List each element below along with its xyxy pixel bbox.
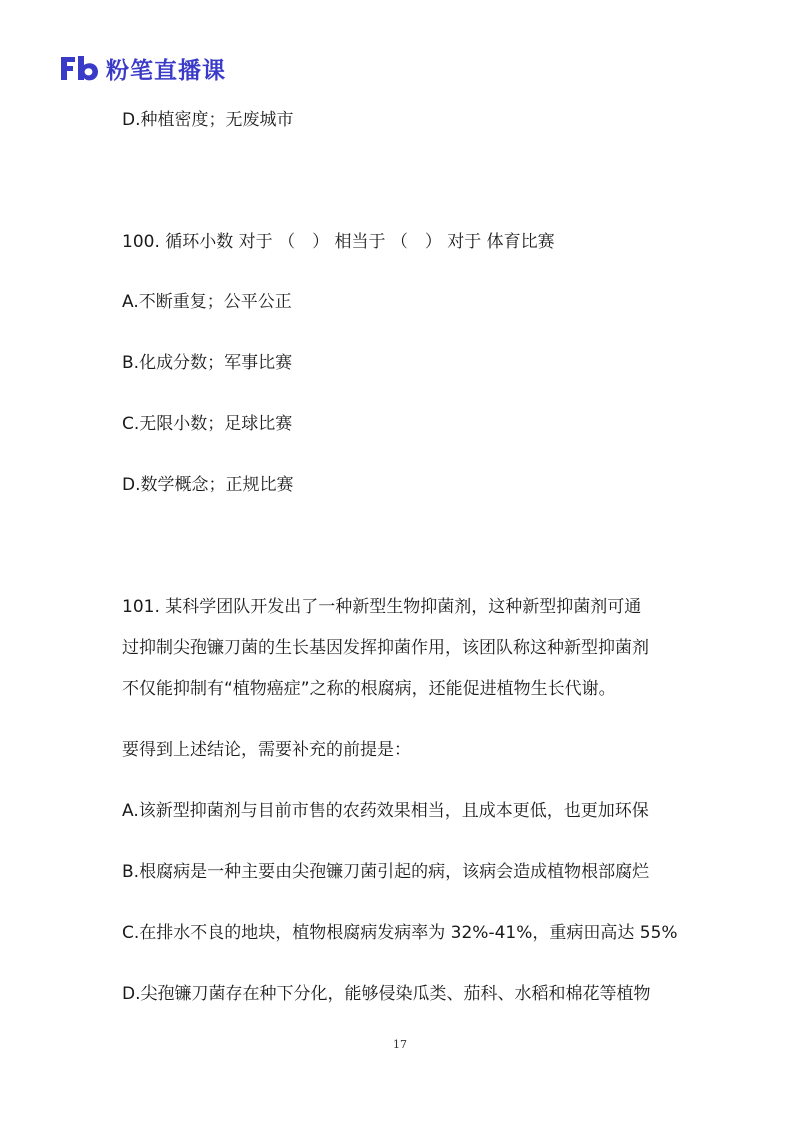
question-100-option-b: B.化成分数；军事比赛 — [122, 353, 293, 373]
question-101-stem-line-1: 101. 某科学团队开发出了一种新型生物抑菌剂，这种新型抑菌剂可通 — [122, 597, 642, 617]
question-101-option-c: C.在排水不良的地块，植物根腐病发病率为 32%-41%，重病田高达 55% — [122, 923, 678, 943]
page-number: 17 — [393, 1038, 407, 1051]
question-101-option-d: D.尖孢镰刀菌存在种下分化，能够侵染瓜类、茄科、水稻和棉花等植物 — [122, 984, 651, 1004]
page-header — [58, 52, 226, 84]
fenbi-logo-icon — [58, 53, 100, 83]
question-101-option-b: B.根腐病是一种主要由尖孢镰刀菌引起的病，该病会造成植物根部腐烂 — [122, 862, 650, 882]
question-100-option-d: D.数学概念；正规比赛 — [122, 475, 294, 495]
brand-title: 粉笔直播课 — [106, 57, 226, 84]
prev-question-option-d: D.种植密度；无废城市 — [122, 110, 294, 130]
question-100-option-a: A.不断重复；公平公正 — [122, 292, 292, 312]
question-100-option-c: C.无限小数；足球比赛 — [122, 414, 293, 434]
question-101-prompt: 要得到上述结论，需要补充的前提是： — [122, 740, 411, 760]
question-101-stem-line-2: 过抑制尖孢镰刀菌的生长基因发挥抑菌作用，该团队称这种新型抑菌剂 — [122, 638, 649, 658]
question-101-option-a: A.该新型抑菌剂与目前市售的农药效果相当，且成本更低，也更加环保 — [122, 801, 649, 821]
question-100-stem: 100. 循环小数 对于 （ ） 相当于 （ ） 对于 体育比赛 — [122, 232, 555, 252]
question-101-stem-line-3: 不仅能抑制有“植物癌症”之称的根腐病，还能促进植物生长代谢。 — [122, 679, 616, 699]
